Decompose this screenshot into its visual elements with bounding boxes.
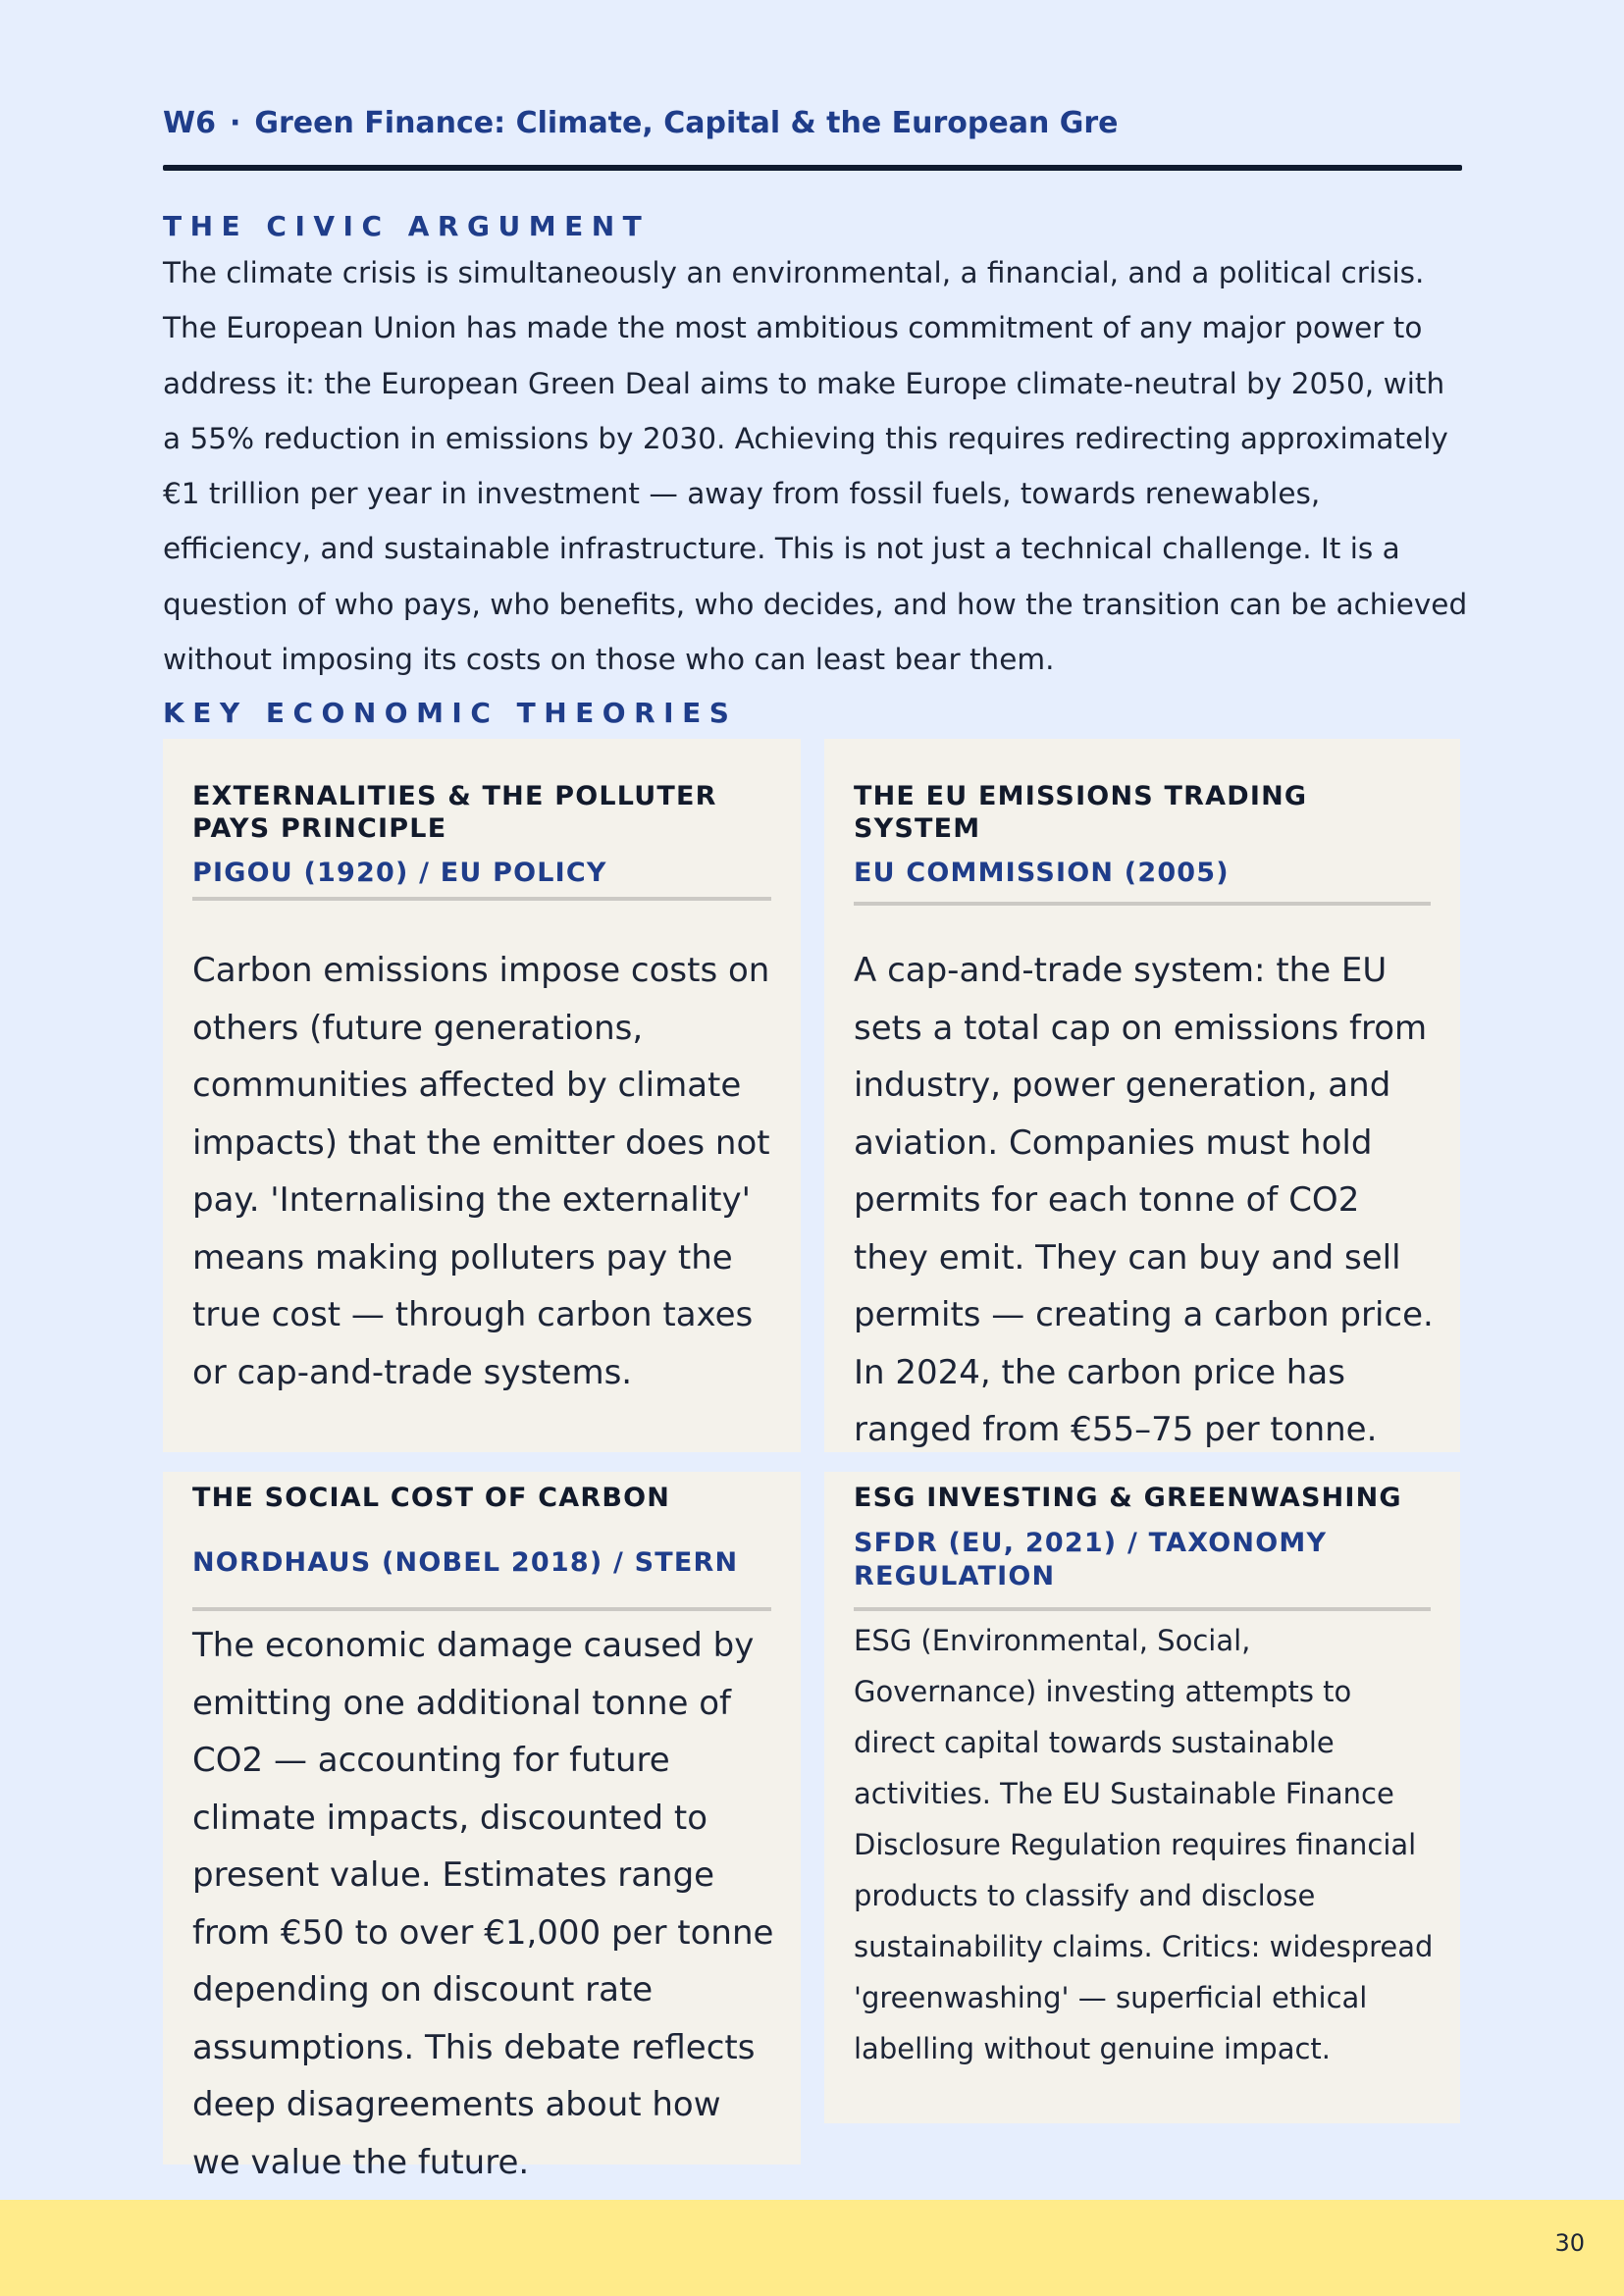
header-title: Green Finance: Climate, Capital & the European Gre <box>254 106 1119 140</box>
page-number: 30 <box>1554 2229 1585 2257</box>
card-source: EU COMMISSION (2005) <box>854 858 1230 888</box>
card-body: A cap-and-trade system: the EU sets a total cap on emissions from industry, power generation, and aviation. Companies must hold permits for each tonne of CO2 they emit. They can buy and sell permits — creating a carbon price. In 2024, the carbon price has ranged from €55–75 per tonne. <box>854 951 1434 1449</box>
card-divider <box>192 897 771 901</box>
card-body: ESG (Environmental, Social, Governance) investing attempts to direct capital towards sustainable activities. The EU Sustainable Finance Disclosure Regulation requires financial products to classify and disclose sustainability claims. Critics: widespread 'greenwashing' — superficial ethical labelling without genuine impact. <box>854 1624 1434 2065</box>
card-body: The economic damage caused by emitting one additional tonne of CO2 — accounting for future climate impacts, discounted to present value. Estimates range from €50 to over €1,000 per tonne depending on discount rate assumptions. This debate reflects deep disagreements about how we value the future. <box>192 1626 774 2182</box>
card-body: Carbon emissions impose costs on others (future generations, communities affected by climate impacts) that the emitter does not pay. 'Internalising the externality' means making polluters pay the true cost — through carbon taxes or cap-and-trade systems. <box>192 951 770 1392</box>
card-divider <box>854 1607 1431 1611</box>
theory-card-esg <box>824 1472 1460 2123</box>
header-rule <box>163 165 1462 171</box>
card-divider <box>854 902 1431 906</box>
card-title: ESG INVESTING & GREENWASHING <box>854 1483 1402 1513</box>
theory-card-externalities <box>163 739 801 1452</box>
card-title: THE SOCIAL COST OF CARBON <box>192 1483 671 1513</box>
theory-card-ets <box>824 739 1460 1452</box>
section-label-theories: KEY ECONOMIC THEORIES <box>163 697 738 729</box>
page-footer <box>0 2200 1624 2296</box>
week-code: W6 <box>163 106 216 140</box>
card-source: NORDHAUS (NOBEL 2018) / STERN <box>192 1547 739 1578</box>
card-title: THE EU EMISSIONS TRADING SYSTEM <box>854 781 1308 844</box>
page-header <box>163 106 1462 140</box>
theory-card-social-cost <box>163 1472 801 2182</box>
card-divider <box>192 1607 771 1611</box>
card-title: EXTERNALITIES & THE POLLUTER PAYS PRINCIPLE <box>192 781 717 844</box>
civic-argument-text: The climate crisis is simultaneously an environmental, a financial, and a political crisis. The European Union has made the most ambitious commitment of any major power to address it: the European Green Deal aims to make Europe climate-neutral by 2050, with a 55% reduction in emissions by 2030. Achieving this requires redirecting approximately €1 trillion per year in investment — away from fossil fuels, towards renewables, efficiency, and sustainable infrastructure. This is not just a technical challenge. It is a question of who pays, who benefits, who decides, and how the transition can be achieved without imposing its costs on those who can least bear them. <box>163 256 1468 677</box>
card-source: PIGOU (1920) / EU POLICY <box>192 858 607 888</box>
card-source: SFDR (EU, 2021) / TAXONOMY REGULATION <box>854 1528 1328 1592</box>
section-label-civic: THE CIVIC ARGUMENT <box>163 210 651 242</box>
header-separator: · <box>229 106 241 140</box>
